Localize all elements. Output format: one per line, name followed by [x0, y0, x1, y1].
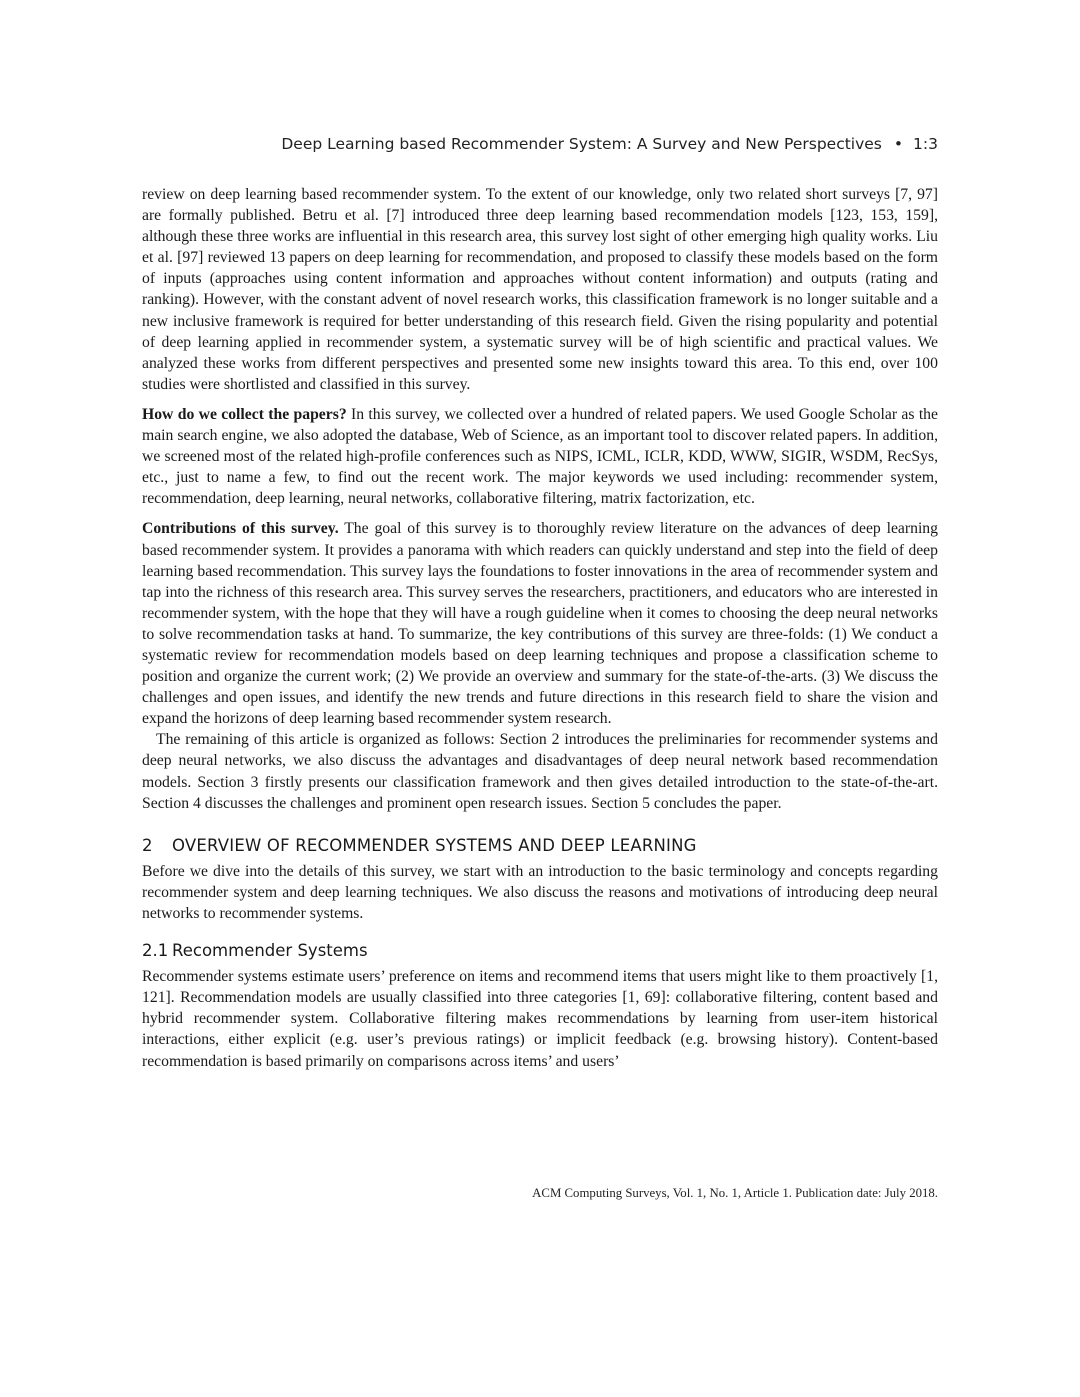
- page-footer: ACM Computing Surveys, Vol. 1, No. 1, Article 1. Publication date: July 2018.: [532, 1186, 938, 1200]
- collect-runin-heading: How do we collect the papers?: [142, 405, 347, 423]
- section-2-heading: [142, 835, 938, 856]
- body-text: [142, 184, 938, 1072]
- contributions-paragraph: [142, 518, 938, 729]
- section-2-1-title: Recommender Systems: [172, 941, 368, 961]
- section-2-title: OVERVIEW OF RECOMMENDER SYSTEMS AND DEEP LEARNING: [172, 835, 697, 855]
- section-2-number: 2: [142, 835, 153, 855]
- running-header: [142, 135, 938, 153]
- collect-paragraph: [142, 404, 938, 509]
- section-2-1-paragraph: Recommender systems estimate users’ preference on items and recommend items that users might like to them proactively [1, 121]. Recommendation models are usually classified into three categories [1, 69]: collaborative filtering, content based and hybrid recommender system. Collaborative filtering makes recommendations by learning from user-item historical interactions, either explicit (e.g. user’s previous ratings) or implicit feedback (e.g. browsing history). Content-based recommendation is based primarily on comparisons across items’ and users’: [142, 968, 938, 1070]
- intro-paragraph: review on deep learning based recommender system. To the extent of our knowledge, only two related short surveys [7, 97] are formally published. Betru et al. [7] introduced three deep learning based recommendation models [123, 153, 159], although these three works are influential in this research area, this survey lost sight of other emerging high quality works. Liu et al. [97] reviewed 13 papers on deep learning for recommendation, and proposed to classify these models based on the form of inputs (approaches using content information and approaches without content information) and outputs (rating and ranking). However, with the constant advent of novel research works, this classification framework is no longer suitable and a new inclusive framework is required for better understanding of this research field. Given the rising popularity and potential of deep learning applied in recommender system, a systematic survey will be of high scientific and practical values. We analyzed these works from different perspectives and presented some new insights toward this area. To this end, over 100 studies were shortlisted and classified in this survey.: [142, 186, 938, 393]
- collect-paragraph-body: In this survey, we collected over a hundred of related papers. We used Google Scholar as the main search engine, we also adopted the database, Web of Science, as an important tool to discover related papers. In addition, we screened most of the related high-profile conferences such as NIPS, ICML, ICLR, KDD, WWW, SIGIR, WSDM, RecSys, etc., just to name a few, to find out the recent work. The major keywords we used including: recommender system, recommendation, deep learning, neural networks, collaborative filtering, matrix factorization, etc.: [142, 405, 938, 508]
- section-2-1-number: 2.1: [142, 941, 169, 961]
- contributions-runin-heading: Contributions of this survey.: [142, 520, 339, 538]
- running-title: Deep Learning based Recommender System: A Survey and New Perspectives: [281, 135, 882, 153]
- section-2-paragraph: Before we dive into the details of this survey, we start with an introduction to the basic terminology and concepts regarding recommender system and deep learning techniques. We also discuss the reasons and motivations of introducing deep neural networks to recommender systems.: [142, 862, 938, 922]
- header-bullet: •: [893, 135, 904, 153]
- page-number: 1:3: [913, 135, 938, 153]
- contributions-paragraph-body: The goal of this survey is to thoroughly review literature on the advances of deep learning based recommender system. It provides a panorama with which readers can quickly understand and step into the field of deep learning based recommendation. This survey lays the foundations to foster innovations in the area of recommender system and tap into the richness of this research area. This survey serves the researchers, practitioners, and educators who are interested in recommender system, with the hope that they will have a rough guideline when it comes to choosing the deep neural networks to solve recommendation tasks at hand. To summarize, the key contributions of this survey are three-folds: (1) We conduct a systematic review for recommendation models based on deep learning techniques and propose a classification scheme to position and organize the current work; (2) We provide an overview and summary for the state-of-the-arts. (3) We discuss the challenges and open issues, and identify the new trends and future directions in this research field to share the vision and expand the horizons of deep learning based recommender system research.: [142, 520, 938, 728]
- organization-paragraph: The remaining of this article is organized as follows: Section 2 introduces the preliminaries for recommender systems and deep neural networks, we also discuss the advantages and disadvantages of deep neural network based recommendation models. Section 3 firstly presents our classification framework and then gives detailed introduction to the state-of-the-art. Section 4 discusses the challenges and prominent open research issues. Section 5 concludes the paper.: [142, 731, 938, 812]
- section-2-1-heading: [142, 940, 938, 961]
